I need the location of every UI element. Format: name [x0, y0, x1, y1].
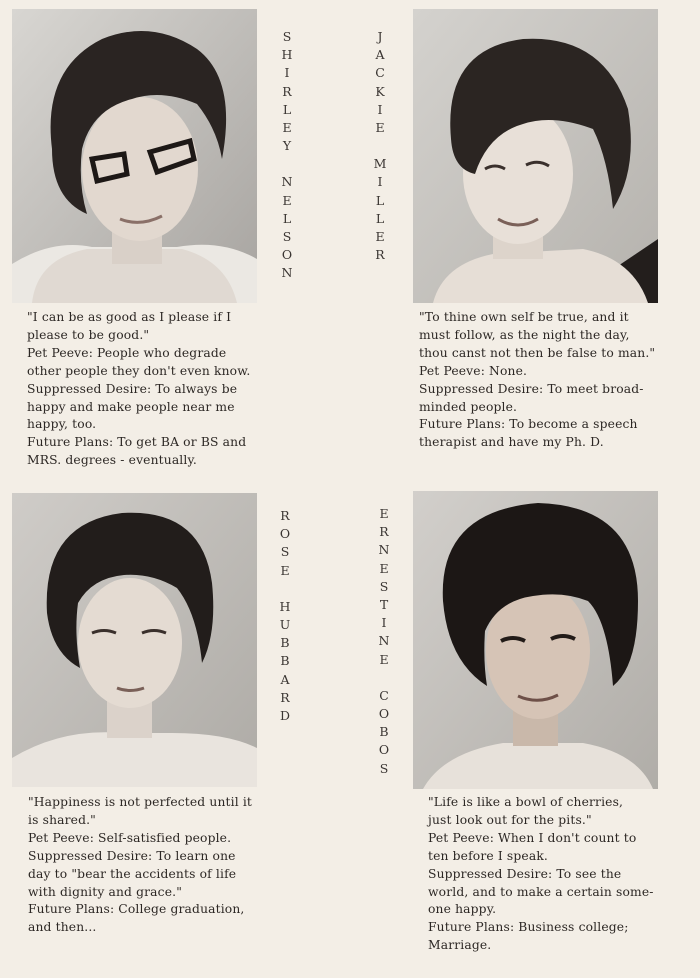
bio-line: please to be good.": [27, 327, 150, 342]
name-letter: E: [280, 562, 290, 578]
name-letter: E: [375, 120, 385, 136]
portrait-photo: [12, 493, 257, 787]
bio-line: Suppressed Desire: To see the: [428, 866, 622, 881]
portrait-rose-hubbard: [12, 493, 257, 787]
name-letter: R: [282, 83, 292, 99]
bio-line: Suppressed Desire: To learn one: [28, 848, 236, 863]
name-letter: E: [379, 560, 389, 576]
bio-line: just look out for the pits.": [428, 812, 592, 827]
name-letter: D: [279, 708, 291, 724]
bio-shirley-nelson: [27, 309, 250, 470]
name-letter: U: [279, 617, 291, 633]
bio-line: therapist and have my Ph. D.: [419, 435, 604, 450]
bio-line: Marriage.: [428, 938, 492, 953]
name-letter: L: [282, 101, 292, 117]
bio-line: one happy.: [428, 902, 497, 917]
bio-line: Future Plans: To become a speech: [419, 417, 638, 432]
name-letter: I: [284, 65, 290, 81]
bio-line: minded people.: [419, 399, 518, 414]
bio-line: "Happiness is not perfected until it: [28, 795, 253, 809]
bio-line: "To thine own self be true, and it: [419, 310, 629, 324]
bio-line: Future Plans: College graduation,: [28, 902, 245, 917]
name-letter: S: [379, 760, 389, 776]
bio-line: and then...: [28, 920, 97, 935]
name-letter: A: [280, 671, 290, 687]
vertical-name-rose-hubbard: [278, 507, 292, 725]
bio-line: happy, too.: [27, 417, 97, 432]
vertical-name-jackie-miller: [373, 28, 387, 264]
name-letter: O: [279, 526, 291, 542]
portrait-shirley-nelson: [12, 9, 257, 303]
name-letter: L: [375, 210, 385, 226]
name-letter: R: [280, 508, 290, 523]
portrait-photo: [12, 9, 257, 303]
bio-line: is shared.": [28, 812, 96, 827]
name-letter: H: [279, 598, 291, 614]
bio-line: "I can be as good as I please if I: [27, 310, 232, 324]
name-letter: E: [379, 506, 389, 521]
name-letter: L: [375, 192, 385, 208]
vertical-name-shirley-nelson: [280, 28, 294, 283]
name-letter: J: [377, 29, 383, 44]
bio-line: Pet Peeve: None.: [419, 363, 528, 378]
bio-line: happy and make people near me: [27, 399, 235, 414]
name-letter: S: [282, 29, 292, 44]
vertical-name-ernestine-cobos: [377, 505, 391, 778]
name-letter: N: [281, 265, 293, 281]
name-letter: I: [377, 174, 383, 190]
name-letter: E: [379, 651, 389, 667]
name-letter: R: [280, 689, 290, 705]
name-letter: E: [375, 229, 385, 245]
bio-line: MRS. degrees - eventually.: [27, 453, 197, 468]
bio-ernestine-cobos: [428, 794, 654, 955]
portrait-photo: [413, 491, 658, 789]
name-letter: N: [281, 174, 293, 190]
name-letter: T: [379, 597, 389, 613]
bio-line: other people they don't even know.: [27, 363, 251, 378]
name-letter: E: [282, 120, 292, 136]
name-letter: O: [281, 247, 293, 263]
bio-line: Suppressed Desire: To always be: [27, 381, 238, 396]
bio-line: Suppressed Desire: To meet broad-: [419, 381, 644, 396]
portrait-jackie-miller: [413, 9, 658, 303]
name-letter: R: [379, 524, 389, 540]
name-letter: C: [379, 687, 389, 703]
bio-line: Pet Peeve: When I don't count to: [428, 830, 637, 845]
portrait-photo: [413, 9, 658, 303]
name-letter: A: [375, 47, 385, 63]
name-letter: L: [282, 210, 292, 226]
bio-line: must follow, as the night the day,: [419, 327, 630, 342]
bio-line: Pet Peeve: Self-satisfied people.: [28, 830, 232, 845]
name-letter: B: [379, 724, 389, 740]
bio-rose-hubbard: [28, 794, 252, 937]
name-letter: I: [381, 615, 387, 631]
name-letter: S: [379, 578, 389, 594]
name-letter: S: [280, 544, 290, 560]
bio-line: with dignity and grace.": [28, 884, 182, 899]
name-letter: M: [373, 156, 387, 172]
name-letter: C: [375, 65, 385, 81]
portrait-ernestine-cobos: [413, 491, 658, 789]
name-letter: K: [375, 83, 385, 99]
bio-line: world, and to make a certain some-: [428, 884, 654, 899]
name-letter: R: [375, 247, 385, 263]
bio-line: Future Plans: To get BA or BS and: [27, 435, 247, 450]
bio-line: thou canst not then be false to man.": [419, 345, 656, 360]
name-letter: N: [378, 633, 390, 649]
name-letter: N: [378, 542, 390, 558]
name-letter: S: [282, 229, 292, 245]
name-letter: E: [282, 192, 292, 208]
name-letter: O: [378, 742, 390, 758]
name-letter: Y: [282, 138, 292, 154]
bio-jackie-miller: [419, 309, 655, 452]
bio-line: "Life is like a bowl of cherries,: [428, 795, 624, 809]
bio-line: ten before I speak.: [428, 848, 548, 863]
name-letter: O: [378, 706, 390, 722]
name-letter: B: [280, 635, 290, 651]
name-letter: H: [281, 47, 293, 63]
bio-line: Future Plans: Business college;: [428, 920, 629, 935]
bio-line: day to "bear the accidents of life: [28, 866, 237, 881]
bio-line: Pet Peeve: People who degrade: [27, 345, 227, 360]
name-letter: I: [377, 101, 383, 117]
name-letter: B: [280, 653, 290, 669]
